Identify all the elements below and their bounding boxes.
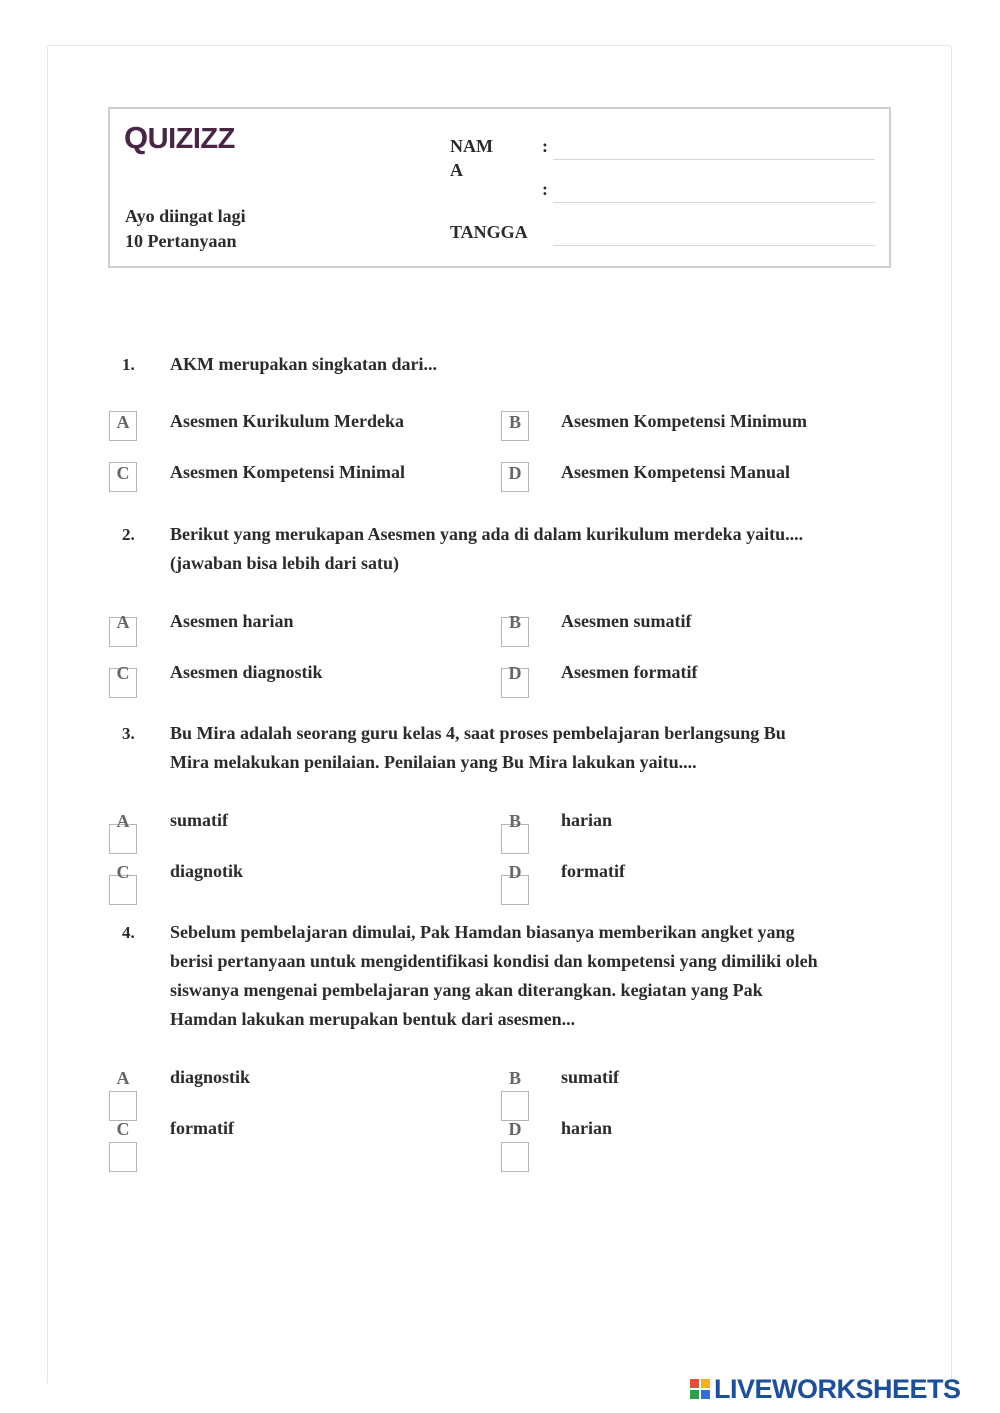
option-letter: C xyxy=(116,1119,130,1139)
answer-checkbox[interactable] xyxy=(501,1142,529,1172)
option-letter: C xyxy=(116,862,130,882)
question-text-line: (jawaban bisa lebih dari satu) xyxy=(170,553,400,573)
date-input-line[interactable] xyxy=(553,245,875,246)
option-letter: D xyxy=(508,463,522,483)
option-text: diagnostik xyxy=(170,1067,251,1087)
question-number: 1. xyxy=(122,355,135,374)
option-text: Asesmen diagnostik xyxy=(170,662,323,682)
liveworksheets-blocks-icon xyxy=(690,1379,710,1399)
option-text: sumatif xyxy=(561,1067,619,1087)
option-letter: B xyxy=(508,412,521,432)
answer-checkbox[interactable] xyxy=(501,1091,529,1121)
question-text-line: Bu Mira adalah seorang guru kelas 4, saat proses pembelajaran berlangsung Bu xyxy=(170,723,786,743)
option-text: Asesmen Kurikulum Merdeka xyxy=(170,411,404,431)
option-letter: A xyxy=(116,412,130,432)
question-number: 3. xyxy=(122,724,135,743)
question-number: 2. xyxy=(122,525,135,544)
option-letter: D xyxy=(508,1119,522,1139)
option-letter: D xyxy=(508,862,522,882)
question-text xyxy=(170,520,870,578)
option-text: sumatif xyxy=(170,810,228,830)
liveworksheets-wordmark: LIVEWORKSHEETS xyxy=(714,1373,961,1404)
option-text: formatif xyxy=(170,1118,234,1138)
name-colon: : xyxy=(542,136,548,156)
option-letter: B xyxy=(508,811,521,831)
question-text-line: siswanya mengenai pembelajaran yang akan diterangkan. kegiatan yang Pak xyxy=(170,980,763,1000)
option-letter: D xyxy=(508,663,522,683)
question-text-line: AKM merupakan singkatan dari... xyxy=(170,354,438,374)
option-text: Asesmen Kompetensi Minimal xyxy=(170,462,405,482)
option-letter: A xyxy=(116,811,130,831)
option-letter: C xyxy=(116,463,130,483)
option-letter: A xyxy=(116,1068,130,1088)
question-text-line: Berikut yang merukapan Asesmen yang ada di dalam kurikulum merdeka yaitu.... xyxy=(170,524,804,544)
quizizz-logo: QUIZIZZ xyxy=(124,120,235,155)
name-label: NAM A xyxy=(450,136,493,180)
option-text: diagnotik xyxy=(170,861,244,881)
quiz-title: Ayo diingat lagi xyxy=(125,206,246,226)
question-text-line: Mira melakukan penilaian. Penilaian yang Bu Mira lakukan yaitu.... xyxy=(170,752,697,772)
option-text: Asesmen Kompetensi Manual xyxy=(561,462,790,482)
quiz-question-count: 10 Pertanyaan xyxy=(125,231,237,251)
option-text: Asesmen sumatif xyxy=(561,611,692,631)
option-text: harian xyxy=(561,810,613,830)
option-text: Asesmen formatif xyxy=(561,662,698,682)
question-text-line: Hamdan lakukan merupakan bentuk dari asesmen... xyxy=(170,1009,576,1029)
option-letter: B xyxy=(508,612,521,632)
question-number: 4. xyxy=(122,923,135,942)
option-text: formatif xyxy=(561,861,625,881)
answer-checkbox[interactable] xyxy=(109,1091,137,1121)
option-text: Asesmen harian xyxy=(170,611,294,631)
question-text xyxy=(170,350,870,379)
option-letter: A xyxy=(116,612,130,632)
question-text-line: Sebelum pembelajaran dimulai, Pak Hamdan biasanya memberikan angket yang xyxy=(170,922,795,942)
date-label: TANGGA xyxy=(450,222,528,242)
class-input-line[interactable] xyxy=(553,202,875,203)
option-letter: B xyxy=(508,1068,521,1088)
question-text xyxy=(170,918,870,1034)
name-input-line[interactable] xyxy=(553,159,875,160)
question-text xyxy=(170,719,870,777)
option-letter: C xyxy=(116,663,130,683)
question-text-line: berisi pertanyaan untuk mengidentifikasi kondisi dan kompetensi yang dimiliki oleh xyxy=(170,951,818,971)
answer-checkbox[interactable] xyxy=(109,1142,137,1172)
class-colon: : xyxy=(542,179,548,199)
liveworksheets-logo xyxy=(690,1370,961,1408)
option-text: Asesmen Kompetensi Minimum xyxy=(561,411,807,431)
option-text: harian xyxy=(561,1118,613,1138)
